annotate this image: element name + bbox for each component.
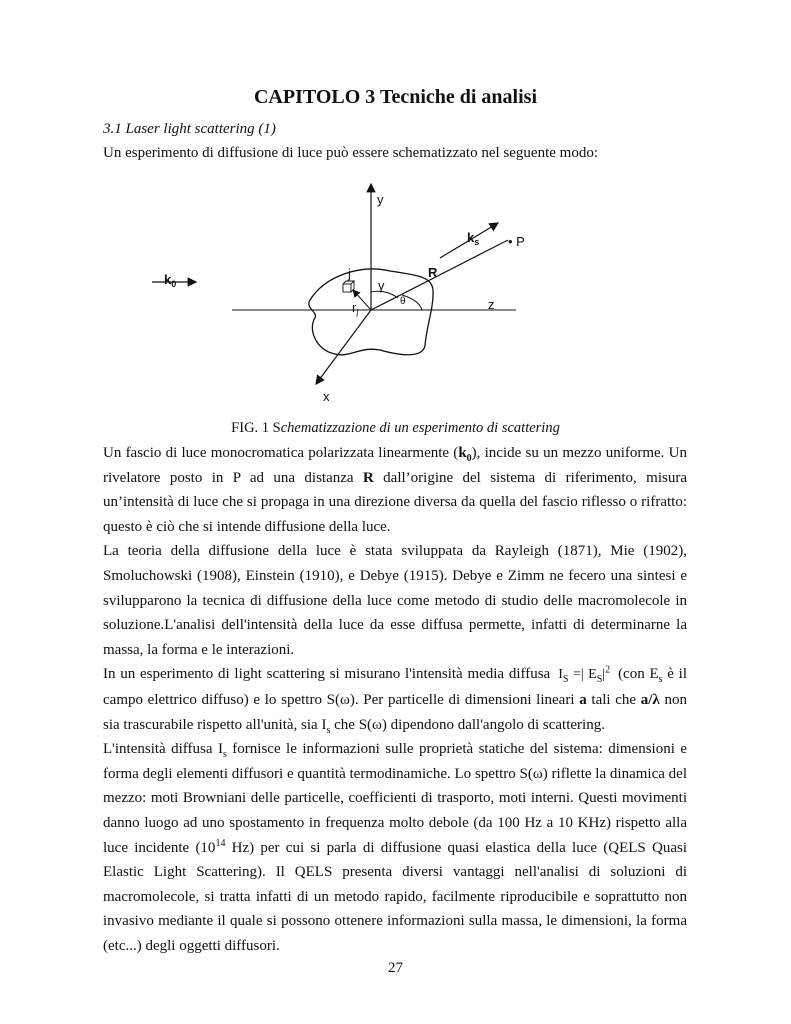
x-axis: [316, 310, 371, 384]
label-theta: θ: [400, 296, 406, 307]
paragraph-2: La teoria della diffusione della luce è stata sviluppata da Rayleigh (1871), Mie (1902), Smoluchowski (1908), Einstein (1910), e Debye (1915). Debye e Zimm ne fecero una sintesi e svilupparono la tecnica di diffusione della luce come metodo di studio delle macromolecole in soluzione.L'analisi dell'intensità della luce da esse diffusa permette, infatti di determinarne la massa, la forma e le interazioni.: [103, 543, 687, 658]
paragraph-4: L'intensità diffusa $I_s$ fornisce le informazioni sulle proprietà statiche del sistema: dimensioni e forma degli elementi diffusori e quantità termodinamiche. Lo spettro S(ω) riflette la dinamica del mezzo: moti Browniani delle particelle, coefficienti di trasporto, moti interni. Questi movimenti danno luogo ad uno spostamento in frequenza molto debole (da 100 Hz a 10 KHz) rispetto alla luce incidente ($10^{14}$ Hz) per cui si parla di diffusione quasi elastica della luce (QELS Quasi Elastic Light Scattering). Il QELS presenta diversi vantaggi nell'analisi di soluzioni di macromolecole, si tratta infatti di un metodo rapido, facilmente riproducibile e soprattutto non invasivo mediante il quale si possono ottenere informazioni sulla massa, le dimensioni, la forma (etc...) degli oggetti diffusori.: [103, 741, 687, 954]
gamma-arc: [371, 291, 398, 298]
paragraph-3: In un esperimento di light scattering si misurano l'intensità media diffusa $I_S$ =| $E_S|^2$ (con $E_s$ è il campo elettrico diffuso) e lo spettro S(ω). Per particelle di dimensioni lineari a tali che a/λ non sia trascurabile rispetto all'unità, sia $I_s$ che S(ω) dipendono dall'angolo di scattering.: [103, 664, 688, 736]
label-r: R: [428, 265, 438, 280]
section-title: 3.1 Laser light scattering (1): [103, 121, 276, 137]
label-gamma: γ: [378, 278, 385, 293]
body-text: [103, 441, 687, 958]
label-p: • P: [508, 234, 525, 249]
chapter-title: CAPITOLO 3 Tecniche di analisi: [253, 86, 538, 108]
label-rj: $r_j$: [352, 300, 359, 317]
figure-caption: FIG. 1 Schematizzazione di un esperimento di scattering: [231, 420, 560, 436]
label-z: z: [488, 297, 495, 312]
label-y: y: [377, 192, 384, 207]
paragraph-1: Un fascio di luce monocromatica polarizzata linearmente $(k_0)$, incide su un mezzo uniforme. Un rivelatore posto in P ad una distanza R dall’origine del sistema di riferimento, misura un’intensità di luce che si propaga in una direzione diversa da quella del fascio riflesso o rifratto: questo è ciò che si intende diffusione della luce.: [103, 445, 687, 535]
scatterer-element: [343, 284, 351, 292]
label-k0: $k_0$: [164, 272, 177, 289]
label-ks: $k_s$: [467, 230, 480, 247]
intro-text: Un esperimento di diffusione di luce può essere schematizzato nel seguente modo:: [103, 145, 598, 161]
page-number: 27: [388, 960, 403, 976]
label-j: j: [348, 266, 351, 281]
scattering-diagram: [140, 178, 540, 403]
label-x: x: [323, 389, 330, 404]
scattering-figure: [140, 178, 540, 403]
